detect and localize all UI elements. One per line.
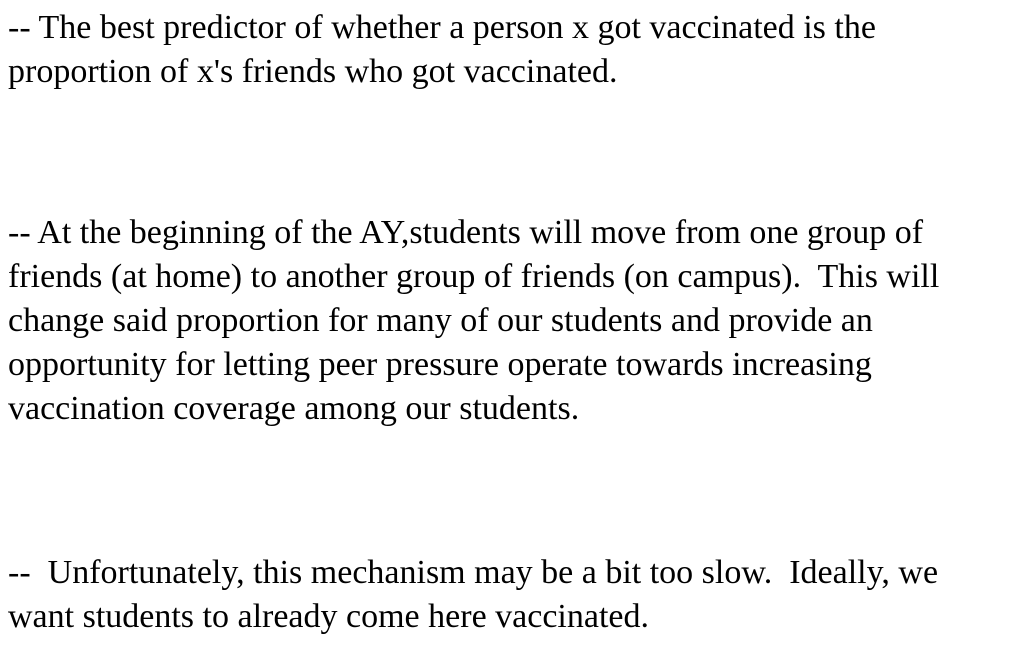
text-line: friends (at home) to another group of friends (on campus). This will [8,258,940,295]
text-line: proportion of x's friends who got vaccinated. [8,53,618,90]
text-line: want students to already come here vaccinated. [8,598,650,635]
text-line: -- At the beginning of the AY,students will move from one group of [8,214,924,251]
paragraph-best-predictor [8,6,994,94]
text-line: vaccination coverage among our students. [8,390,580,427]
text-line: opportunity for letting peer pressure operate towards increasing [8,346,872,383]
paragraph-mechanism-too-slow [8,551,994,639]
text-line: change said proportion for many of our students and provide an [8,302,873,339]
paragraph-beginning-of-ay [8,211,994,431]
text-line: -- Unfortunately, this mechanism may be a bit too slow. Ideally, we [8,554,939,591]
text-line: -- The best predictor of whether a person x got vaccinated is the [8,9,876,46]
